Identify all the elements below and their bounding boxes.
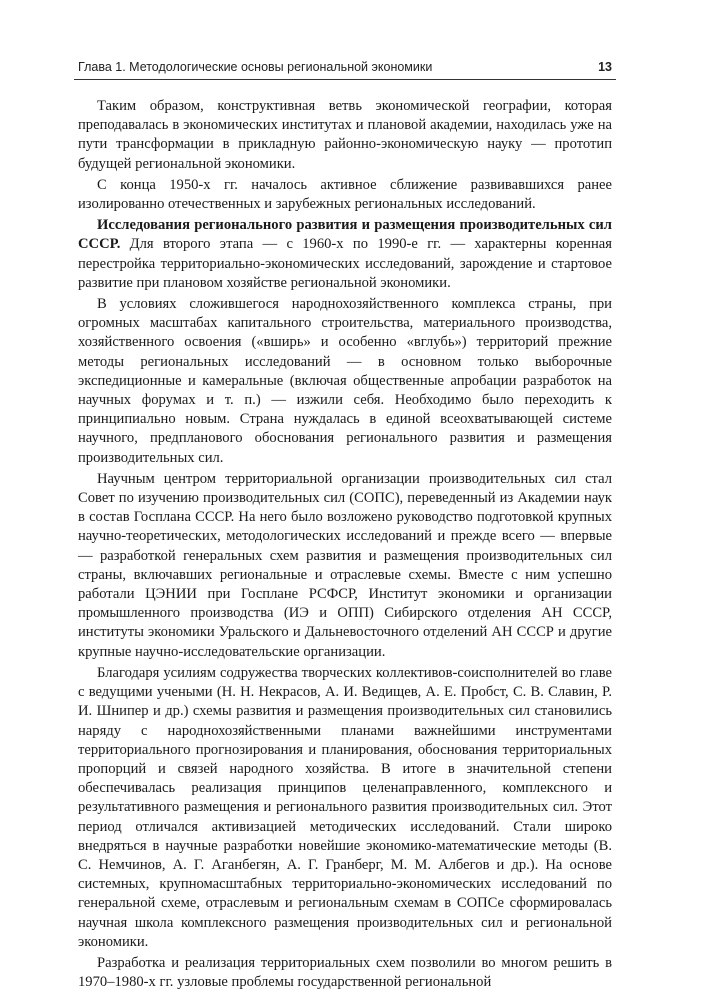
paragraph: Разработка и реализация территориальных схем позволили во многом решить в 1970–1980-х гг. узловые проблемы государственной региональной — [78, 954, 612, 991]
paragraph: Научным центром территориальной организации производительных сил стал Совет по изучению производительных сил (СОПС), переведенный из Академии наук в состав Госплана СССР. На него было возложено руководство подготовкой крупных научно-теоретических, методологических исследований и прежде всего — впервые — разработкой генеральных схем развития и размещения производительных сил страны, включавших региональные и отраслевые схемы. Вместе с ним успешно работали ЦЭНИИ при Госплане РСФСР, Институт экономики и организации промышленного производства (ИЭ и ОПП) Сибирского отделения АН СССР, институты экономики Уральского и Дальневосточного отделений АН СССР и другие крупные научно-исследовательские организации. — [78, 470, 612, 660]
chapter-title: Глава 1. Методологические основы региональной экономики — [78, 60, 433, 74]
section-heading: Исследования регионального развития и размещения производительных сил СССР. — [78, 217, 612, 253]
body-text — [78, 97, 612, 994]
header-divider — [74, 79, 616, 80]
paragraph: Таким образом, конструктивная ветвь экономической географии, которая преподавалась в экономических институтах и плановой академии, находилась уже на пути трансформации в прикладную районно-экономическую науку — прототип будущей региональной экономики. — [78, 98, 612, 172]
page-number: 13 — [598, 60, 612, 74]
paragraph: С конца 1950-х гг. началось активное сближение развивавшихся ранее изолированно отечественных и зарубежных региональных исследований. — [78, 176, 612, 213]
paragraph: Исследования регионального развития и размещения производительных сил СССР. Для второго этапа — с 1960-х по 1990-е гг. — характерны коренная перестройка территориально-экономических исследований, зарождение и стартовое развитие при плановом хозяйстве региональной экономики. — [78, 217, 612, 291]
paragraph: Благодаря усилиям содружества творческих коллективов-соисполнителей во главе с ведущими учеными (Н. Н. Некрасов, А. И. Ведищев, А. Е. Пробст, С. В. Славин, Р. И. Шнипер и др.) схемы развития и размещения производительных сил становились наряду с народнохозяйственными планами важнейшими инструментами территориального прогнозирования и планирования, обоснования территориальных пропорций и связей народного хозяйства. В итоге в значительной степени обеспечивалась реализация принципов целенаправленного, комплексного и результативного размещения и регионального развития производительных сил. Этот период отличался активизацией методических исследований. Стали широко внедряться в научные разработки новейшие экономико-математические методы (В. С. Немчинов, А. Г. Аганбегян, А. Г. Гранберг, М. М. Албегов и др.). На основе системных, крупномасштабных территориально-экономических исследований по генеральной схеме, отраслевым и региональным схемам в СОПСе сформировалась научная школа комплексного размещения производительных сил и региональной экономики. — [78, 664, 612, 950]
paragraph: В условиях сложившегося народнохозяйственного комплекса страны, при огромных масштабах капитального строительства, материального производства, хозяйственного освоения («вширь» и особенно «вглубь») территорий прежние методы региональных исследований — в основном только выборочные экспедиционные и камеральные (включая общественные апробации разработок на научных форумах и т. п.) — изжили себя. Необходимо было переходить к принципиально новым. Страна нуждалась в единой всеохватывающей системе научного, предпланового обоснования регионального развития и размещения производительных сил. — [78, 296, 612, 466]
running-header — [74, 58, 616, 76]
